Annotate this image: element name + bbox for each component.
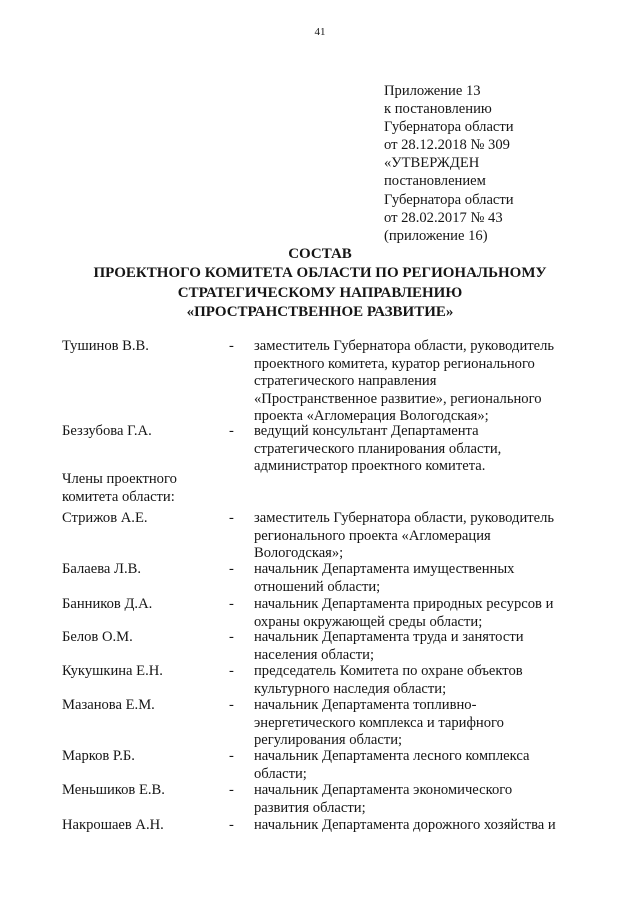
member-role xyxy=(254,596,574,631)
appendix-line: Губернатора области xyxy=(384,119,514,136)
member-name: Банников Д.А. xyxy=(62,596,153,612)
member-role-line: начальник Департамента природных ресурсов и xyxy=(254,596,554,612)
member-role-line: стратегического планирования области, xyxy=(254,440,502,457)
title-line: ПРОЕКТНОГО КОМИТЕТА ОБЛАСТИ ПО РЕГИОНАЛЬНОМУ xyxy=(93,265,547,282)
appendix-line: от 28.12.2018 № 309 xyxy=(384,137,510,154)
dash-separator: - xyxy=(229,663,234,679)
appendix-line: Приложение 13 xyxy=(384,83,481,99)
member-role-line: развития области; xyxy=(254,799,366,816)
document-title xyxy=(60,245,580,322)
member-role xyxy=(254,817,574,835)
member-role-line: регионального проекта «Агломерация xyxy=(254,527,491,544)
member-role-line: культурного наследия области; xyxy=(254,680,447,697)
member-role-line: заместитель Губернатора области, руководитель xyxy=(254,510,555,526)
member-role xyxy=(254,782,574,817)
appendix-line: Губернатора области xyxy=(384,191,514,208)
member-role-line: энергетического комплекса и тарифного xyxy=(254,714,504,731)
dash-separator: - xyxy=(229,748,234,764)
member-role xyxy=(254,561,574,596)
dash-separator: - xyxy=(229,561,234,577)
member-name: Балаева Л.В. xyxy=(62,561,141,577)
member-role-line: администратор проектного комитета. xyxy=(254,458,486,475)
appendix-line: «УТВЕРЖДЕН xyxy=(384,155,480,172)
member-role-line: начальник Департамента лесного комплекса xyxy=(254,748,530,764)
member-role-line: «Пространственное развитие», регионального xyxy=(254,390,542,407)
member-name: Тушинов В.В. xyxy=(62,338,149,354)
members-section-heading: Члены проектного комитета области: xyxy=(62,471,177,505)
member-role xyxy=(254,629,574,664)
member-role-line: Вологодская»; xyxy=(254,545,344,562)
appendix-line: к постановлению xyxy=(384,101,492,118)
dash-separator: - xyxy=(229,596,234,612)
dash-separator: - xyxy=(229,510,234,526)
member-role xyxy=(254,510,574,563)
dash-separator: - xyxy=(229,338,234,354)
title-heading: СОСТАВ xyxy=(288,246,352,262)
member-role-line: регулирования области; xyxy=(254,732,403,749)
member-role-line: проектного комитета, куратор регионального xyxy=(254,355,535,372)
appendix-line: постановлением xyxy=(384,173,486,190)
title-line: «ПРОСТРАНСТВЕННОЕ РАЗВИТИЕ» xyxy=(186,303,454,320)
member-role-line: начальник Департамента экономического xyxy=(254,782,513,798)
member-role-line: начальник Департамента имущественных xyxy=(254,561,515,577)
dash-separator: - xyxy=(229,782,234,798)
dash-separator: - xyxy=(229,423,234,439)
member-role-line: начальник Департамента топливно- xyxy=(254,697,477,713)
appendix-line: от 28.02.2017 № 43 xyxy=(384,209,503,226)
member-name: Мазанова Е.М. xyxy=(62,697,155,713)
member-role xyxy=(254,748,574,783)
page-number: 41 xyxy=(314,26,326,38)
member-role-line: ведущий консультант Департамента xyxy=(254,423,479,439)
dash-separator: - xyxy=(229,817,234,833)
member-role xyxy=(254,423,574,476)
member-role-line: охраны окружающей среды области; xyxy=(254,613,483,630)
member-role-line: проекта «Агломерация Вологодская»; xyxy=(254,408,489,425)
member-name: Накрошаев А.Н. xyxy=(62,817,164,833)
member-name: Марков Р.Б. xyxy=(62,748,135,764)
member-role-line: области; xyxy=(254,765,307,782)
member-name: Стрижов А.Е. xyxy=(62,510,148,526)
member-role-line: отношений области; xyxy=(254,578,381,595)
member-role xyxy=(254,663,574,698)
member-role-line: председатель Комитета по охране объектов xyxy=(254,663,523,679)
member-role-line: начальник Департамента дорожного хозяйства и xyxy=(254,817,556,833)
member-role xyxy=(254,338,574,426)
title-line: СТРАТЕГИЧЕСКОМУ НАПРАВЛЕНИЮ xyxy=(177,284,463,301)
member-role-line: заместитель Губернатора области, руководитель xyxy=(254,338,555,354)
appendix-block xyxy=(384,82,514,245)
member-name: Беззубова Г.А. xyxy=(62,423,152,439)
member-role xyxy=(254,697,574,750)
dash-separator: - xyxy=(229,697,234,713)
member-role-line: стратегического направления xyxy=(254,373,437,390)
member-name: Белов О.М. xyxy=(62,629,133,645)
dash-separator: - xyxy=(229,629,234,645)
member-name: Меньшиков Е.В. xyxy=(62,782,165,798)
appendix-line: (приложение 16) xyxy=(384,227,488,244)
member-role-line: населения области; xyxy=(254,646,374,663)
member-name: Кукушкина Е.Н. xyxy=(62,663,163,679)
member-role-line: начальник Департамента труда и занятости xyxy=(254,629,524,645)
